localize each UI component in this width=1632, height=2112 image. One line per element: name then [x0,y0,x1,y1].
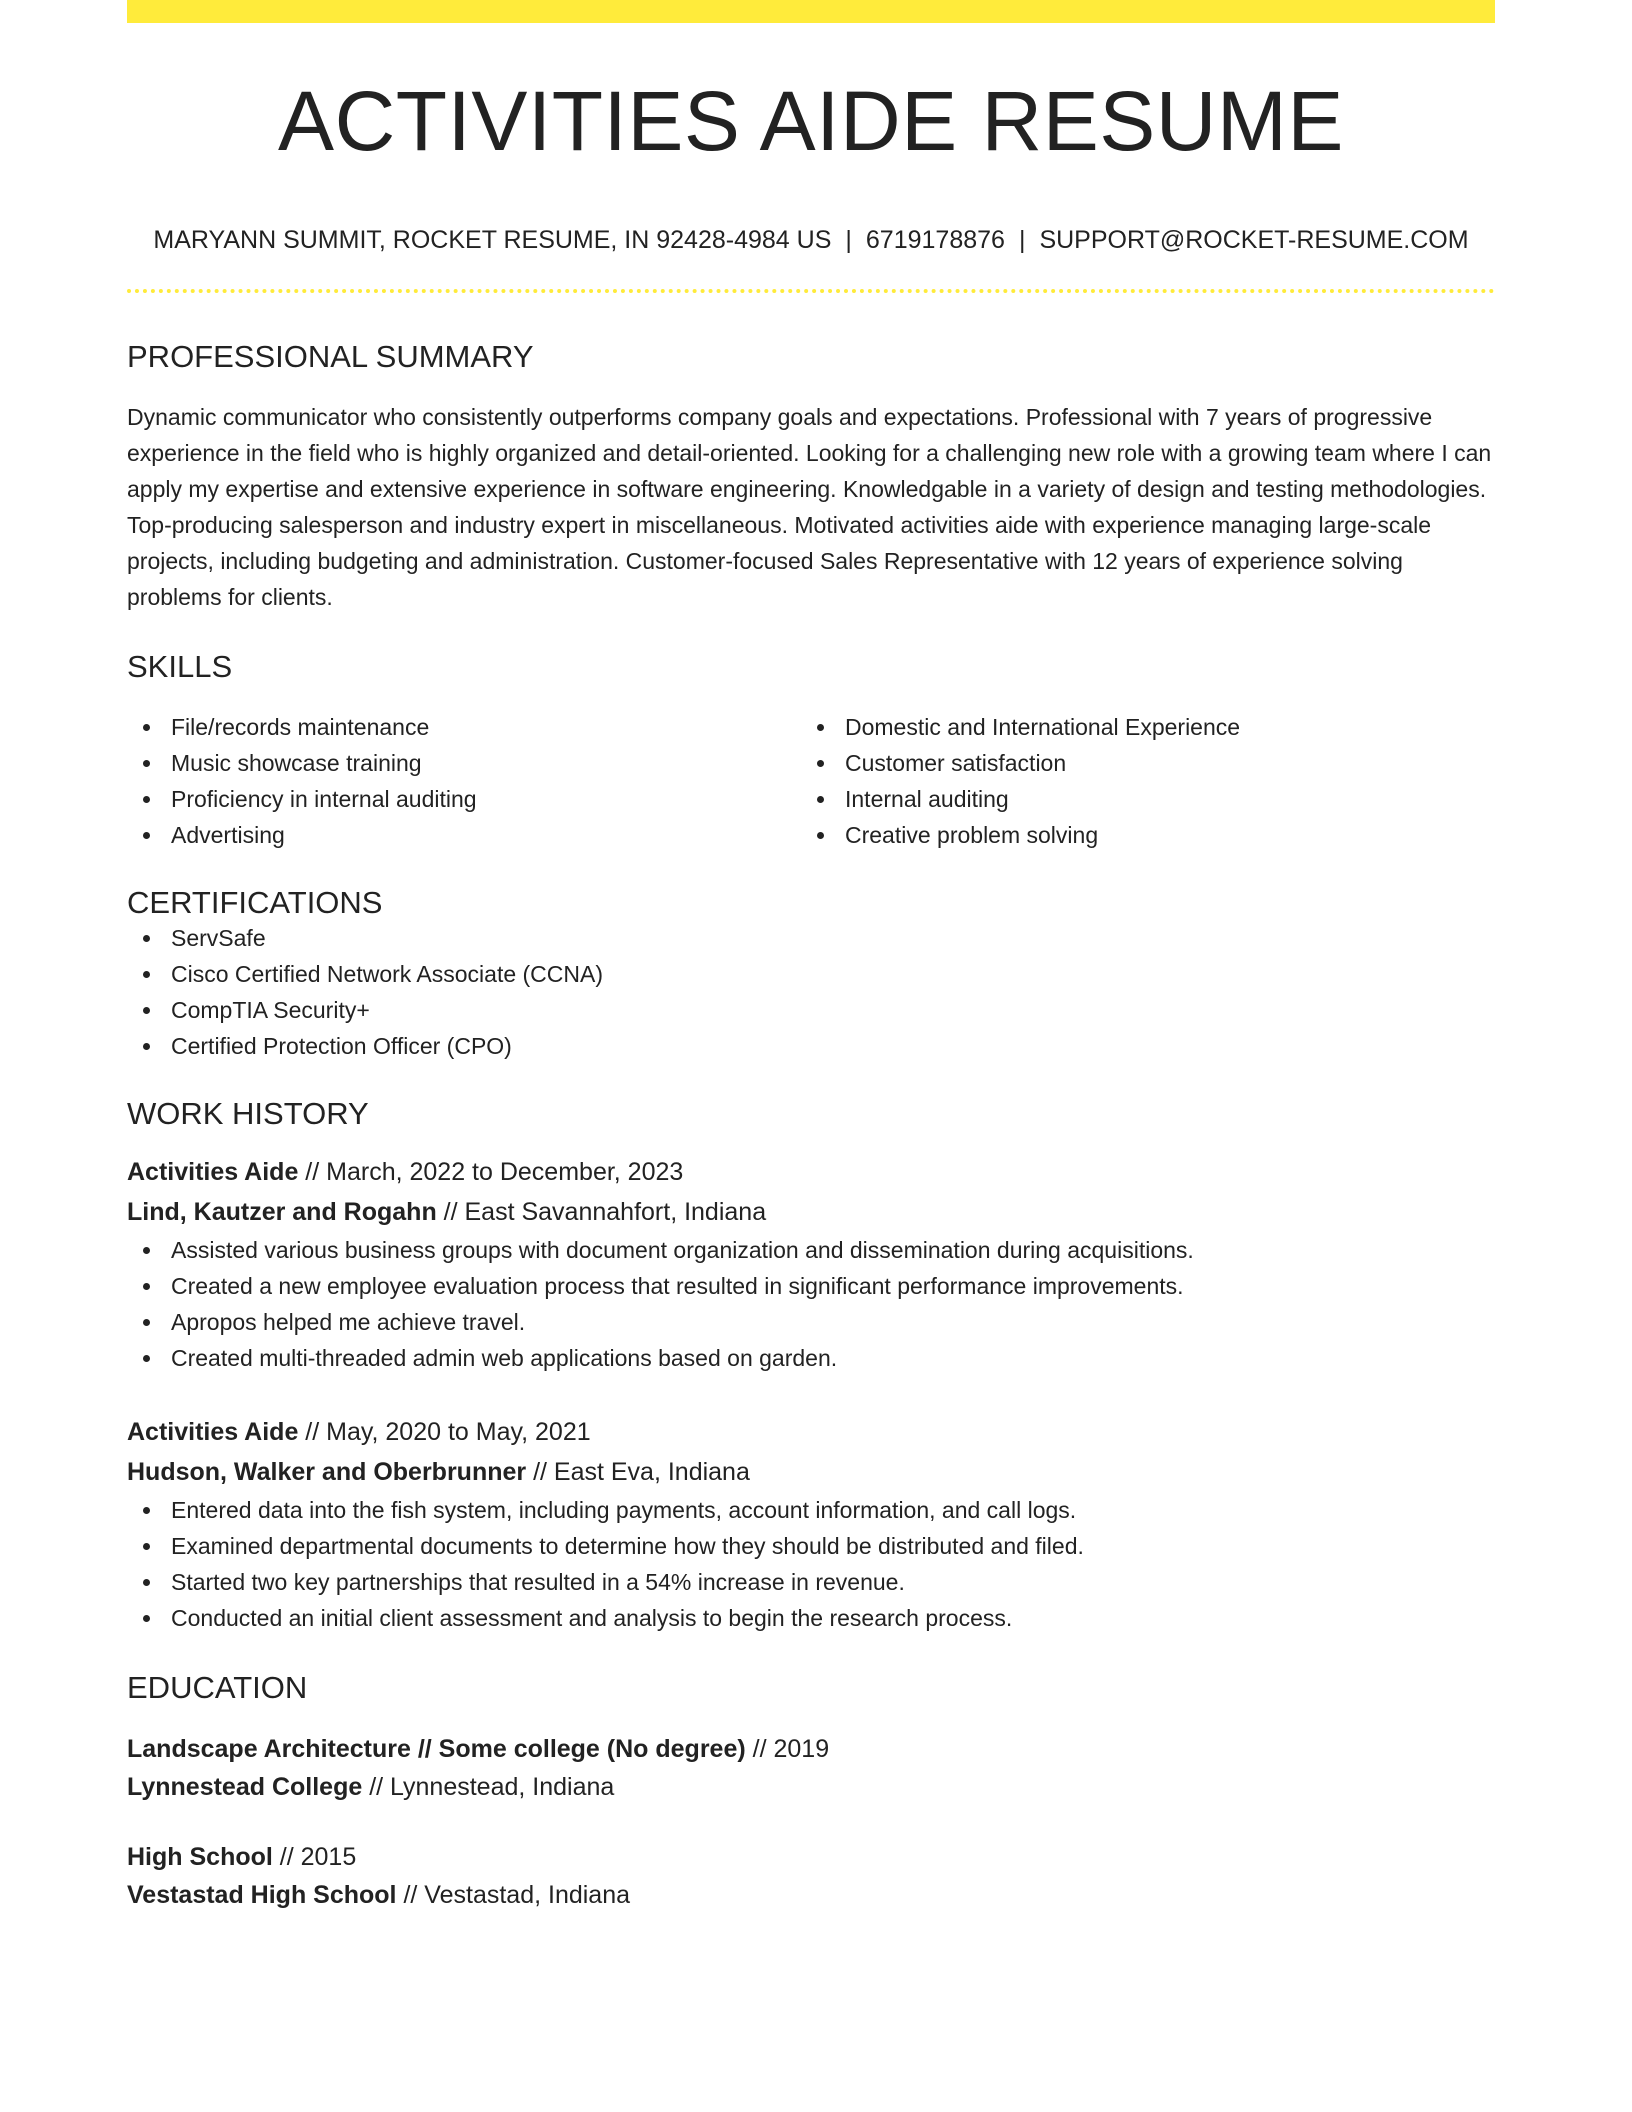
summary-heading: PROFESSIONAL SUMMARY [127,338,534,374]
resume-page [127,0,1495,1914]
job-company-line [127,1452,1495,1492]
certification-item: Certified Protection Officer (CPO) [127,1028,1495,1064]
contact-address: MARYANN SUMMIT, ROCKET RESUME, IN 92428-4984 US [153,226,832,254]
job-dates: // March, 2022 to December, 2023 [298,1158,684,1187]
contact-separator: | [845,226,852,254]
job-title: Activities Aide [127,1158,299,1187]
skills-heading: SKILLS [127,649,233,685]
education-school: Lynnestead College [127,1772,363,1801]
job-company: Hudson, Walker and Oberbrunner [127,1458,527,1487]
skill-item: Proficiency in internal auditing [127,781,801,817]
job-location: // East Eva, Indiana [526,1458,750,1487]
job-bullet: Apropos helped me achieve travel. [127,1304,1495,1340]
contact-separator: | [1018,226,1026,254]
skills-left-column [127,709,801,853]
job-company-line [127,1192,1495,1232]
contact-phone: 6719178876 [865,226,1005,254]
education-year: // 2015 [272,1842,357,1871]
certifications-heading: CERTIFICATIONS [127,884,383,920]
skills-right-column [801,709,1475,853]
job-bullet: Examined departmental documents to determine how they should be distributed and filed. [127,1528,1495,1564]
skill-item: Music showcase training [127,745,801,781]
job-bullet: Created a new employee evaluation process that resulted in significant performance improvements. [127,1268,1495,1304]
header-divider [127,289,1495,293]
education-heading: EDUCATION [127,1670,308,1706]
job-bullets [127,1232,1495,1376]
job-title-line [127,1412,1495,1452]
contact-line [127,227,1495,255]
education-location: // Vestastad, Indiana [396,1880,631,1909]
summary-section [127,339,1495,616]
job-bullet: Started two key partnerships that resulted in a 54% increase in revenue. [127,1564,1495,1600]
skill-item: File/records maintenance [127,709,801,745]
job-bullets [127,1492,1495,1636]
summary-text: Dynamic communicator who consistently outperforms company goals and expectations. Professional with 7 years of progressive experience in the field who is highly organized and detail-oriented. Looking for a challenging new role with a growing team where I can apply my expertise and extensive experience in software engineering. Knowledgable in a variety of design and testing methodologies. Top-producing salesperson and industry expert in miscellaneous. Motivated activities aide with experience managing large-scale projects, including budgeting and administration. Customer-focused Sales Representative with 12 years of experience solving problems for clients. [127,404,1492,611]
education-school-line [127,1768,1495,1806]
education-degree-line [127,1838,1495,1876]
work-history-section [127,1096,1495,1636]
job-bullet: Entered data into the fish system, including payments, account information, and call logs. [127,1492,1495,1528]
education-entry [127,1838,1495,1914]
certification-item: ServSafe [127,920,1495,956]
skill-item: Domestic and International Experience [801,709,1475,745]
contact-email: SUPPORT@ROCKET-RESUME.COM [1039,226,1469,254]
skill-item: Customer satisfaction [801,745,1475,781]
skill-item: Creative problem solving [801,817,1475,853]
certification-item: CompTIA Security+ [127,992,1495,1028]
job-dates: // May, 2020 to May, 2021 [298,1418,591,1447]
job-title: Activities Aide [127,1418,299,1447]
job-location: // East Savannahfort, Indiana [436,1198,767,1227]
skills-grid [127,709,1495,853]
education-year: // 2019 [745,1734,830,1763]
education-school: Vestastad High School [127,1880,397,1909]
education-degree-line [127,1730,1495,1768]
education-entry [127,1730,1495,1806]
job-bullet: Created multi-threaded admin web applications based on garden. [127,1340,1495,1376]
work-history-heading: WORK HISTORY [127,1096,369,1132]
job-bullet: Conducted an initial client assessment and analysis to begin the research process. [127,1600,1495,1636]
certification-item: Cisco Certified Network Associate (CCNA) [127,956,1495,992]
certifications-list [127,920,1495,1064]
education-school-line [127,1876,1495,1914]
certifications-section [127,885,1495,1065]
top-accent-bar [127,0,1495,23]
resume-title: ACTIVITIES AIDE RESUME [278,74,1344,168]
education-degree: High School [127,1842,273,1871]
job-entry [127,1412,1495,1636]
job-title-line [127,1152,1495,1192]
education-degree: Landscape Architecture // Some college (No degree) [127,1734,746,1763]
job-bullet: Assisted various business groups with document organization and dissemination during acquisitions. [127,1232,1495,1268]
skill-item: Internal auditing [801,781,1475,817]
job-entry [127,1152,1495,1376]
education-location: // Lynnestead, Indiana [362,1772,615,1801]
education-section [127,1670,1495,1914]
skills-section [127,649,1495,853]
skill-item: Advertising [127,817,801,853]
job-company: Lind, Kautzer and Rogahn [127,1198,437,1227]
